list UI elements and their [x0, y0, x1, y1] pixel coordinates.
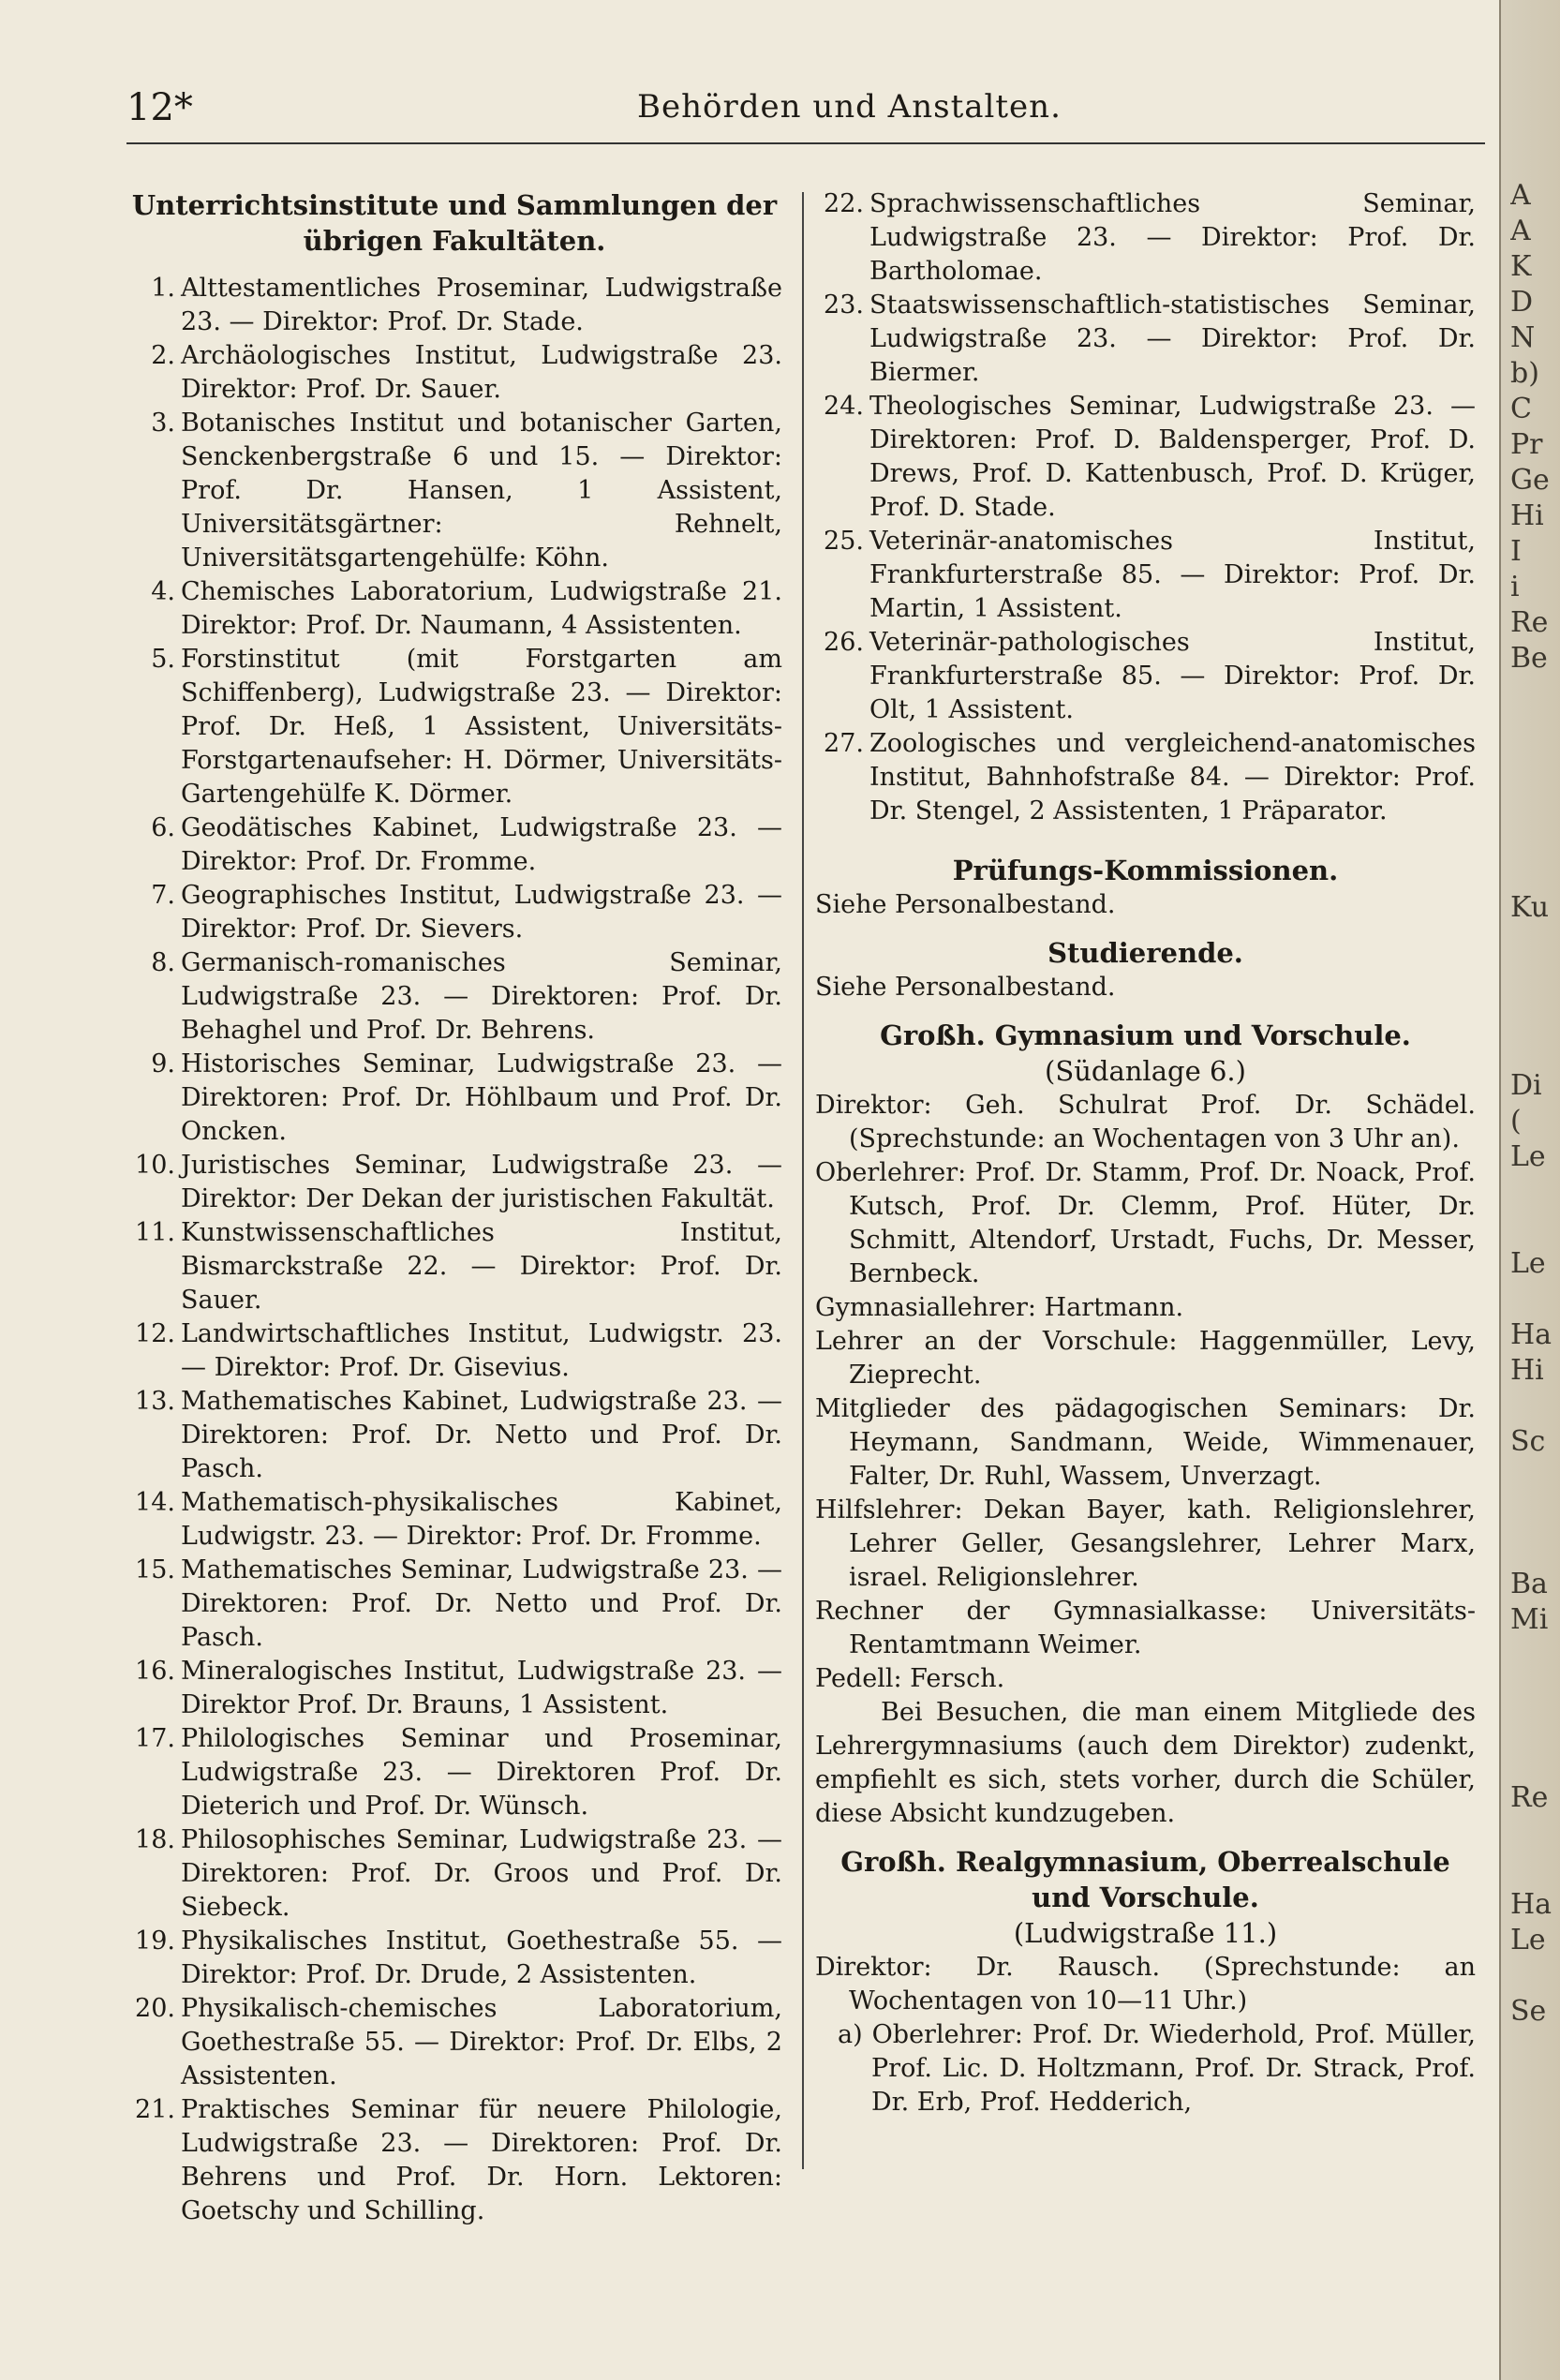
institute-entry	[126, 643, 782, 811]
institute-entry	[126, 1317, 782, 1385]
bleed-fragment	[1510, 1745, 1557, 1780]
bleed-fragment	[1510, 1389, 1557, 1424]
entry-number: 22.	[824, 189, 864, 218]
bleed-fragment: Ku	[1510, 891, 1550, 924]
bleed-fragment: K	[1510, 250, 1532, 283]
entry-text: Alttestamentliches Proseminar, Ludwigstraße 23. — Direktor: Prof. Dr. Stade.	[181, 274, 782, 336]
gymnasium-staff-list	[815, 1089, 1476, 1696]
entry-text: Kunstwissenschaftliches Institut, Bismarckstraße 22. — Direktor: Prof. Dr. Sauer.	[181, 1218, 782, 1315]
staff-line: Lehrer an der Vorschule: Haggenmüller, Levy, Zieprecht.	[815, 1327, 1476, 1390]
staff-line: Oberlehrer: Prof. Dr. Stamm, Prof. Dr. Noack, Prof. Kutsch, Prof. Dr. Clemm, Prof. Hüter, Dr. Schmitt, Altendorf, Urstadt, Fuchs, Dr. Messer, Bernbeck.	[815, 1158, 1476, 1288]
bleed-fragment: Le	[1510, 1140, 1546, 1173]
entry-number: 1.	[151, 274, 175, 303]
bleed-fragment: Ha	[1510, 1888, 1553, 1921]
institute-entry	[126, 2093, 782, 2228]
entry-text: Mathematisches Seminar, Ludwigstraße 23. — Direktoren: Prof. Dr. Netto und Prof. Dr. Pasch.	[181, 1555, 782, 1652]
entry-number: 12.	[135, 1319, 175, 1348]
entry-number: 2.	[151, 341, 175, 370]
bleed-fragment	[1510, 1958, 1557, 1994]
entry-text: Archäologisches Institut, Ludwigstraße 23. Direktor: Prof. Dr. Sauer.	[181, 341, 782, 404]
entry-number: 26.	[824, 628, 864, 657]
entry-number: 27.	[824, 729, 864, 758]
entry-number: 19.	[135, 1926, 175, 1956]
realgymnasium-oberlehrer: a) Oberlehrer: Prof. Dr. Wiederhold, Prof. Müller, Prof. Lic. D. Holtzmann, Prof. Dr. Strack, Prof. Dr. Erb, Prof. Hedderich,	[838, 2020, 1476, 2117]
bleed-fragment	[1510, 1033, 1557, 1068]
institute-entry	[126, 575, 782, 643]
institute-entry	[126, 811, 782, 879]
bleed-fragment	[1510, 1816, 1557, 1852]
entry-number: 14.	[135, 1488, 175, 1517]
header-rule	[126, 142, 1485, 144]
entry-number: 3.	[151, 409, 175, 438]
bleed-fragment	[1510, 677, 1557, 712]
staff-line: Mitglieder des pädagogischen Seminars: Dr. Heymann, Sandmann, Weide, Wimmenauer, Falter, Dr. Ruhl, Wassem, Unverzagt.	[815, 1394, 1476, 1491]
institute-entry	[126, 407, 782, 575]
entry-text: Veterinär-anatomisches Institut, Frankfurterstraße 85. — Direktor: Prof. Dr. Martin, 1 Assistent.	[869, 527, 1476, 623]
entry-text: Historisches Seminar, Ludwigstraße 23. — Direktoren: Prof. Dr. Höhlbaum und Prof. Dr. Oncken.	[181, 1049, 782, 1146]
section-heading-pruefung: Prüfungs-Kommissionen.	[952, 855, 1339, 886]
bleed-fragment: N	[1510, 321, 1536, 354]
entry-number: 7.	[151, 881, 175, 910]
entry-number: 15.	[135, 1555, 175, 1584]
entry-text: Philosophisches Seminar, Ludwigstraße 23. — Direktoren: Prof. Dr. Groos und Prof. Dr. Siebeck.	[181, 1825, 782, 1922]
entry-number: 16.	[135, 1657, 175, 1686]
institute-entry	[815, 626, 1476, 727]
institute-entry	[126, 946, 782, 1048]
institute-entry	[126, 1216, 782, 1317]
entry-text: Geographisches Institut, Ludwigstraße 23. — Direktor: Prof. Dr. Sievers.	[181, 881, 782, 944]
bleed-fragment	[1510, 1175, 1557, 1211]
entry-text: Zoologisches und vergleichend-anatomisches Institut, Bahnhofstraße 84. — Direktor: Prof. Dr. Stengel, 2 Assistenten, 1 Präparator.	[869, 729, 1476, 826]
institute-entry	[126, 339, 782, 407]
pruefung-text: Siehe Personalbestand.	[815, 890, 1116, 919]
right-column	[815, 187, 1476, 2120]
bleed-fragment: D	[1510, 286, 1534, 319]
bleed-fragment	[1510, 1460, 1557, 1495]
entry-number: 25.	[824, 527, 864, 556]
bleed-fragment: Mi	[1510, 1603, 1549, 1636]
bleed-fragment: C	[1510, 393, 1532, 425]
entry-number: 9.	[151, 1049, 175, 1078]
bleed-fragment: Hi	[1510, 1354, 1544, 1387]
bleed-fragment: Re	[1510, 1781, 1549, 1814]
staff-line: Pedell: Fersch.	[815, 1664, 1005, 1693]
running-head: Behörden und Anstalten.	[637, 88, 1062, 126]
gymnasium-address: (Südanlage 6.)	[1045, 1055, 1246, 1087]
entry-text: Mineralogisches Institut, Ludwigstraße 23. — Direktor Prof. Dr. Brauns, 1 Assistent.	[181, 1657, 782, 1719]
left-column	[126, 187, 782, 2228]
entry-number: 17.	[135, 1724, 175, 1753]
entry-number: 23.	[824, 290, 864, 320]
bleed-fragment: Re	[1510, 606, 1549, 639]
staff-line: Direktor: Geh. Schulrat Prof. Dr. Schädel. (Sprechstunde: an Wochentagen von 3 Uhr an).	[815, 1091, 1476, 1153]
bleed-fragment	[1510, 1531, 1557, 1567]
bleed-fragment	[1510, 1211, 1557, 1246]
page-number: 12*	[126, 86, 193, 129]
entry-text: Theologisches Seminar, Ludwigstraße 23. — Direktoren: Prof. D. Baldensperger, Prof. D. Drews, Prof. D. Kattenbusch, Prof. D. Krüger, Prof. D. Stade.	[869, 392, 1476, 522]
institute-entry	[126, 1048, 782, 1149]
entry-number: 10.	[135, 1151, 175, 1180]
entry-text: Juristisches Seminar, Ludwigstraße 23. — Direktor: Der Dekan der juristischen Fakultät.	[181, 1151, 782, 1213]
page-header	[126, 86, 1485, 142]
institute-entry	[126, 879, 782, 946]
institute-entry	[126, 1385, 782, 1486]
institute-entry	[126, 1554, 782, 1655]
institute-entry	[815, 525, 1476, 626]
entry-text: Germanisch-romanisches Seminar, Ludwigstraße 23. — Direktoren: Prof. Dr. Behaghel und Prof. Dr. Behrens.	[181, 948, 782, 1045]
entry-number: 18.	[135, 1825, 175, 1854]
bleed-fragment: (	[1510, 1105, 1522, 1138]
section-heading-institutes: Unterrichtsinstitute und Sammlungen der übrigen Fakultäten.	[131, 189, 778, 257]
bleed-fragment	[1510, 1709, 1557, 1745]
realgymnasium-address: (Ludwigstraße 11.)	[1013, 1917, 1278, 1949]
institute-entry	[126, 1486, 782, 1554]
entry-number: 5.	[151, 645, 175, 674]
studierende-text: Siehe Personalbestand.	[815, 973, 1116, 1002]
bleed-fragment	[1510, 748, 1557, 783]
entry-text: Landwirtschaftliches Institut, Ludwigstr. 23. — Direktor: Prof. Dr. Gisevius.	[181, 1319, 782, 1382]
staff-line: Rechner der Gymnasialkasse: Universitäts-Rentamtmann Weimer.	[815, 1597, 1476, 1659]
institute-entry	[126, 1722, 782, 1823]
bleed-fragment: Hi	[1510, 499, 1544, 532]
entry-text: Geodätisches Kabinet, Ludwigstraße 23. — Direktor: Prof. Dr. Fromme.	[181, 813, 782, 876]
entry-text: Physikalisches Institut, Goethestraße 55. — Direktor: Prof. Dr. Drude, 2 Assistenten.	[181, 1926, 782, 1989]
bleed-fragment: Le	[1510, 1924, 1546, 1956]
bleed-fragment: A	[1510, 215, 1531, 247]
institute-entry	[126, 1992, 782, 2093]
bleed-fragment: Sc	[1510, 1425, 1546, 1458]
bleed-fragment	[1510, 997, 1557, 1033]
bleed-fragment	[1510, 1638, 1557, 1673]
entry-text: Praktisches Seminar für neuere Philologie, Ludwigstraße 23. — Direktoren: Prof. Dr. Behrens und Prof. Dr. Horn. Lektoren: Goetschy und Schilling.	[181, 2095, 782, 2225]
bleed-fragment	[1510, 712, 1557, 748]
institute-entry	[815, 289, 1476, 390]
bleed-fragment: A	[1510, 179, 1531, 212]
entry-number: 4.	[151, 577, 175, 606]
bleed-fragment: Se	[1510, 1995, 1547, 2028]
entry-text: Sprachwissenschaftliches Seminar, Ludwigstraße 23. — Direktor: Prof. Dr. Bartholomae.	[869, 189, 1476, 286]
entry-text: Forstinstitut (mit Forstgarten am Schiffenberg), Ludwigstraße 23. — Direktor: Prof. Dr. Heß, 1 Assistent, Universitäts-Forstgartenaufseher: H. Dörmer, Universitäts-Gartengehülfe K. Dörmer.	[181, 645, 782, 809]
bleed-fragment	[1510, 1852, 1557, 1887]
bleed-fragment	[1510, 961, 1557, 997]
entry-number: 24.	[824, 392, 864, 421]
institute-entry	[126, 1655, 782, 1722]
bleed-fragment: Ba	[1510, 1568, 1548, 1600]
entry-text: Botanisches Institut und botanischer Garten, Senckenbergstraße 6 und 15. — Direktor: Prof. Dr. Hansen, 1 Assistent, Universitätsgärtner: Rehnelt, Universitätsgartengehülfe: Köhn.	[181, 409, 782, 573]
institute-entry	[126, 1823, 782, 1925]
entry-text: Mathematisch-physikalisches Kabinet, Ludwigstr. 23. — Direktor: Prof. Dr. Fromme.	[181, 1488, 782, 1551]
column-divider	[802, 192, 804, 2169]
institute-entry	[126, 1925, 782, 1992]
institute-entry	[126, 272, 782, 339]
entry-number: 6.	[151, 813, 175, 842]
bleed-fragment	[1510, 819, 1557, 855]
bleed-fragment: Pr	[1510, 428, 1543, 461]
entry-number: 21.	[135, 2095, 175, 2124]
institute-entry	[126, 1149, 782, 1216]
bleed-fragment	[1510, 926, 1557, 961]
institute-entry	[815, 187, 1476, 289]
entry-text: Mathematisches Kabinet, Ludwigstraße 23. — Direktoren: Prof. Dr. Netto und Prof. Dr. Pasch.	[181, 1387, 782, 1483]
bleed-fragment	[1510, 1282, 1557, 1317]
bleed-fragment	[1510, 783, 1557, 819]
bleed-fragment: b)	[1510, 357, 1539, 390]
bleed-fragment: Ha	[1510, 1318, 1553, 1351]
entry-text: Philologisches Seminar und Proseminar, Ludwigstraße 23. — Direktoren Prof. Dr. Dieterich und Prof. Dr. Wünsch.	[181, 1724, 782, 1821]
entry-text: Physikalisch-chemisches Laboratorium, Goethestraße 55. — Direktor: Prof. Dr. Elbs, 2 Assistenten.	[181, 1994, 782, 2090]
bleed-fragment: i	[1510, 571, 1520, 603]
adjacent-page-bleed	[1510, 178, 1557, 2333]
bleed-fragment: Le	[1510, 1247, 1546, 1280]
bleed-fragment: Be	[1510, 642, 1548, 675]
entry-number: 11.	[135, 1218, 175, 1247]
bleed-fragment: Di	[1510, 1069, 1542, 1102]
entry-number: 20.	[135, 1994, 175, 2023]
entry-text: Veterinär-pathologisches Institut, Frankfurterstraße 85. — Direktor: Prof. Dr. Olt, 1 Assistent.	[869, 628, 1476, 724]
institute-list	[126, 272, 782, 2228]
bleed-fragment: Ge	[1510, 464, 1550, 497]
gymnasium-note: Bei Besuchen, die man einem Mitgliede des Lehrergymnasiums (auch dem Direktor) zudenkt, empfiehlt es sich, stets vorher, durch die Schüler, diese Absicht kundzugeben.	[815, 1698, 1476, 1828]
entry-number: 8.	[151, 948, 175, 977]
realgymnasium-director: Direktor: Dr. Rausch. (Sprechstunde: an Wochentagen von 10—11 Uhr.)	[815, 1953, 1476, 2016]
bleed-fragment: I	[1510, 535, 1522, 568]
entry-text: Staatswissenschaftlich-statistisches Seminar, Ludwigstraße 23. — Direktor: Prof. Dr. Biermer.	[869, 290, 1476, 387]
institute-entry	[815, 390, 1476, 525]
section-heading-studierende: Studierende.	[1047, 937, 1243, 969]
staff-line: Hilfslehrer: Dekan Bayer, kath. Religionslehrer, Lehrer Geller, Gesangslehrer, Lehrer Marx, israel. Religionslehrer.	[815, 1495, 1476, 1592]
institute-list-continued	[815, 187, 1476, 828]
bleed-fragment	[1510, 1495, 1557, 1531]
staff-line: Gymnasiallehrer: Hartmann.	[815, 1293, 1184, 1322]
section-heading-gymnasium: Großh. Gymnasium und Vorschule.	[880, 1019, 1411, 1051]
bleed-fragment	[1510, 1673, 1557, 1709]
bleed-fragment	[1510, 855, 1557, 890]
entry-number: 13.	[135, 1387, 175, 1416]
entry-text: Chemisches Laboratorium, Ludwigstraße 21. Direktor: Prof. Dr. Naumann, 4 Assistenten.	[181, 577, 782, 640]
institute-entry	[815, 727, 1476, 828]
section-heading-realgymnasium: Großh. Realgymnasium, Oberrealschule und Vorschule.	[840, 1846, 1450, 1913]
